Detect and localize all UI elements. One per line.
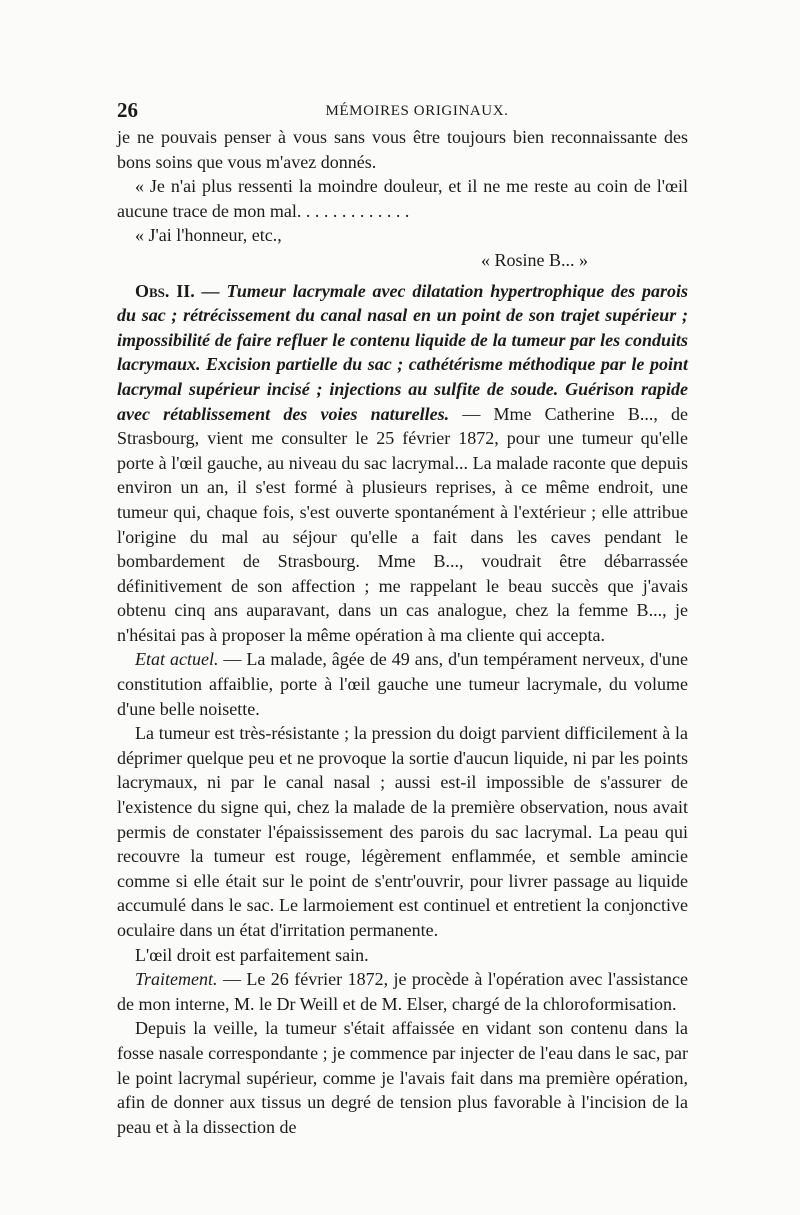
paragraph-closing: « J'ai l'honneur, etc., [135, 225, 282, 246]
observation-text: — Mme Catherine B..., de Strasbourg, vient me consulter le 25 février 1872, pour une tumeur qu'elle porte à l'œil gauche, au niveau du sac lacrymal... La malade raconte que depuis environ un an, il s'est formé à plusieurs reprises, à ce même endroit, une tumeur qui, chaque fois, s'est ouverte spontanément à l'extérieur ; elle attribue l'origine du mal au séjour qu'elle a fait dans les caves pendant le bombardement de Strasbourg. Mme B..., voudrait être débarrassée définitivement de son affection ; me rappelant le beau succès que j'avais obtenu cinq ans auparavant, dans un cas analogue, chez la femme B..., je n'hésitai pas à proposer la même opération à ma cliente qui accepta. [117, 403, 688, 645]
signature: « Rosine B... » [480, 249, 588, 270]
observation-label: Obs. II. [135, 280, 195, 301]
running-title: MÉMOIRES ORIGINAUX. [325, 103, 509, 119]
etat-text: — La malade, âgée de 49 ans, d'un tempérament nerveux, d'une constitution affaiblie, porte à l'œil gauche une tumeur lacrymale, du volume d'une belle noisette. [117, 649, 688, 719]
tumeur-paragraph: La tumeur est très-résistante ; la pression du doigt parvient difficilement à la déprimer quelque peu et ne provoque la sortie d'aucun liquide, ni par les points lacrymaux, ni par le canal nasal ; aussi est-il impossible de s'assurer de l'existence du signe qui, chez la malade de la première observation, nous avait permis de constater l'épaississement des parois du sac lacrymal. La peau qui recouvre la tumeur est rouge, légèrement enflammée, et semble amincie comme si elle était sur le point de s'entr'ouvrir, pour livrer passage au liquide accumulé dans le sac. Le larmoiement est continuel et entretient la conjonctive oculaire dans un état d'irritation permanente. [117, 723, 688, 940]
traitement-paragraph [117, 967, 688, 1016]
depuis-paragraph: Depuis la veille, la tumeur s'était affaissée en vidant son contenu dans la fosse nasale correspondante ; je commence par injecter de l'eau dans le sac, par le point lacrymal supérieur, comme je l'avais fait dans ma première opération, afin de donner aux tissus un degré de tension plus favorable à l'incision de la peau et à la dissection de [117, 1018, 688, 1137]
observation-paragraph [117, 279, 688, 648]
etat-paragraph [117, 647, 688, 721]
body-text [117, 125, 688, 1139]
paragraph-quote: « Je n'ai plus ressenti la moindre douleur, et il ne me reste au coin de l'œil aucune trace de mon mal. . . . . . . . . . . . . [117, 176, 688, 221]
traitement-text: — Le 26 février 1872, je procède à l'opération avec l'assistance de mon interne, M. le Dr Weill et de M. Elser, chargé de la chloroformisation. [117, 969, 688, 1014]
etat-label: Etat actuel. [135, 649, 219, 670]
page-number: 26 [117, 98, 138, 122]
paragraph-letter-end: je ne pouvais penser à vous sans vous être toujours bien reconnaissante des bons soins que vous m'avez donnés. [117, 127, 688, 172]
page-header [117, 95, 688, 125]
traitement-label: Traitement. [135, 969, 218, 990]
oeil-paragraph: L'œil droit est parfaitement sain. [135, 944, 369, 965]
observation-title: — Tumeur lacrymale avec dilatation hypertrophique des parois du sac ; rétrécissement du canal nasal en un point de son trajet supérieur ; impossibilité de faire refluer le contenu liquide de la tumeur par les conduits lacrymaux. Excision partielle du sac ; cathétérisme méthodique par le point lacrymal supérieur incisé ; injections au sulfite de soude. Guérison rapide avec rétablissement des voies naturelles. [117, 280, 688, 424]
